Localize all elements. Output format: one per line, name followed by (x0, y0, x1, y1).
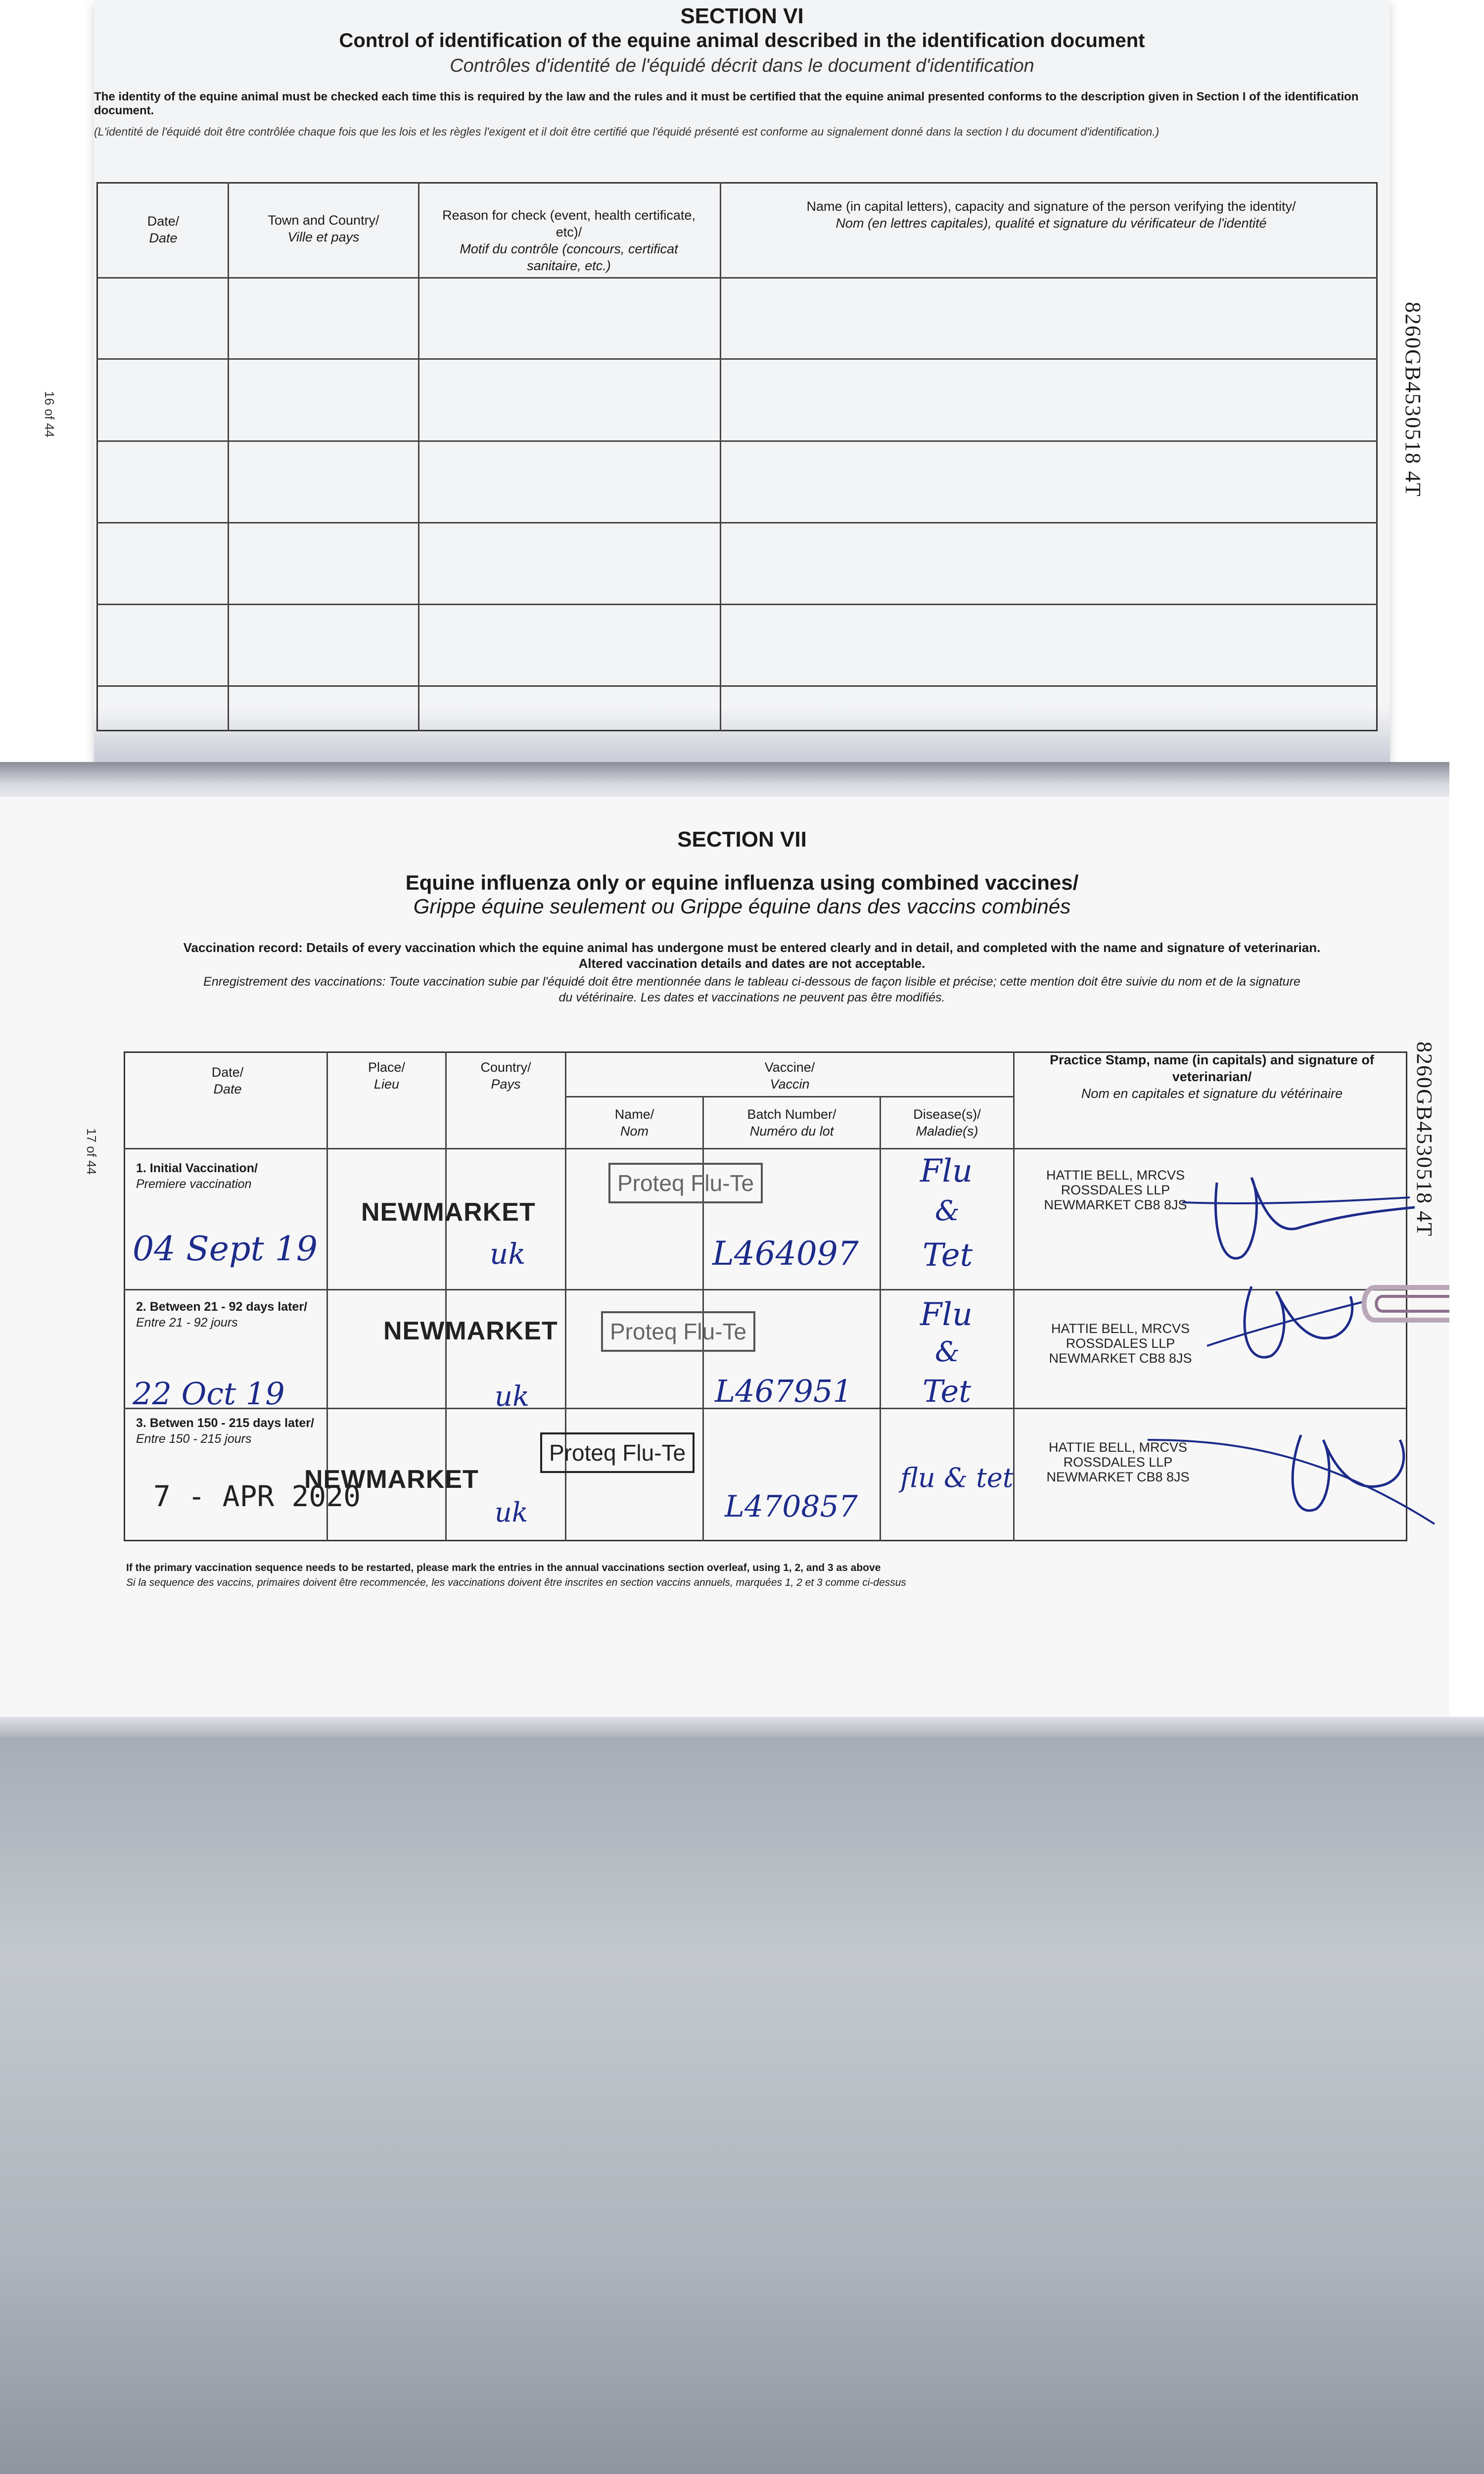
section-vi-title: Control of identification of the equine animal described in the identification document (339, 30, 1145, 51)
col-verifier-header: Name (in capital letters), capacity and signature of the person verifying the identity/ Nom (en lettres capitales), qualité et signature du vérificateur de l'identité (806, 199, 1296, 231)
row-3-country: uk (495, 1497, 528, 1528)
section-vii-heading: SECTION VII (677, 827, 807, 852)
row-1-country: uk (490, 1237, 526, 1271)
row-3-place: NEWMARKET (304, 1465, 479, 1494)
row-1-place: NEWMARKET (361, 1198, 536, 1227)
vacc-col-date-header: Date/ Date (211, 1065, 244, 1096)
section-vii-intro-fr-2: du vétérinaire. Les dates et vaccinations ne peuvent pas être modifiés. (558, 991, 945, 1004)
row-2-label: 2. Between 21 - 92 days later/ Entre 21 - 92 jours (136, 1300, 308, 1330)
row-3-batch: L470857 (725, 1489, 858, 1524)
row-2-date: 22 Oct 19 (133, 1376, 285, 1412)
section-vi-page (94, 0, 1390, 762)
identity-check-table (96, 182, 1378, 731)
row-1-date: 04 Sept 19 (133, 1230, 318, 1269)
row-2-disease-tet: Tet (923, 1373, 972, 1409)
row-3-disease: flu & tet (900, 1462, 1014, 1493)
section-vii-title: Equine influenza only or equine influenza using combined vaccines/ (405, 871, 1079, 894)
page-number-17: 17 of 44 (84, 1128, 99, 1175)
row-3-date: 7 - APR 2020 (153, 1479, 361, 1513)
row-2-vaccine: Proteq Flu-Te (601, 1311, 755, 1352)
paper-clip (1355, 1282, 1449, 1326)
vacc-col-name-header: Name/ Nom (614, 1107, 654, 1139)
row-2-disease: Flu (920, 1296, 973, 1333)
row-1-vet-signature (1177, 1168, 1435, 1282)
row-2-place: NEWMARKET (383, 1317, 558, 1345)
row-3-vaccine: Proteq Flu-Te (540, 1432, 695, 1473)
vacc-col-country-header: Country/ Pays (480, 1060, 531, 1092)
row-2-country: uk (495, 1380, 529, 1413)
vaccination-footnote: If the primary vaccination sequence needs to be restarted, please mark the entries in the annual vaccinations section overleaf, using 1, 2, and 3 as above (126, 1562, 881, 1573)
row-1-label: 1. Initial Vaccination/ Premiere vaccination (136, 1161, 258, 1191)
vacc-col-stamp-header: Practice Stamp, name (in capitals) and signature of veterinarian/ Nom en capitales et signature du vétérinaire (1050, 1052, 1374, 1101)
col-date-header: Date/ Date (147, 214, 180, 245)
section-vi-heading: SECTION VI (680, 4, 804, 28)
row-3-vet-signature (1138, 1425, 1444, 1534)
vacc-col-vaccine-header: Vaccine/ Vaccin (764, 1060, 815, 1092)
section-vii-intro: Vaccination record: Details of every vaccination which the equine animal has undergone must be entered clearly and in detail, and completed with the name and signature of veterinarian. (183, 940, 1321, 955)
section-vii-title-fr: Grippe équine seulement ou Grippe équine dans des vaccins combinés (413, 895, 1071, 918)
col-reason-header: Reason for check (event, health certificate, etc)/ Motif du contrôle (concours, certificat sanitaire, etc.) (442, 208, 696, 273)
vaccination-footnote-fr: Si la sequence des vaccins, primaires doivent être recommencée, les vaccinations doivent être inscrites en section vaccins annuels, marquées 1, 2 et 3 comme ci-dessus (126, 1577, 906, 1588)
document-code-bottom: 8260GB4530518 4T (1412, 1042, 1437, 1237)
section-vii-intro-fr: Enregistrement des vaccinations: Toute vaccination subie par l'équidé doit être mentionnée dans le tableau ci-dessous de façon lisible et précise; cette mention doit être suivie du nom et de la signature (203, 975, 1300, 989)
col-town-header: Town and Country/ Ville et pays (268, 213, 379, 244)
section-vi-intro: The identity of the equine animal must be checked each time this is required by the law and the rules and it must be certified that the equine animal presented conforms to the description given in Section I of the identification document. (94, 90, 1359, 117)
row-1-batch: L464097 (712, 1235, 859, 1273)
section-vii-intro-2: Altered vaccination details and dates are not acceptable. (578, 956, 926, 971)
page-number-16: 16 of 44 (42, 391, 57, 437)
document-code-top: 8260GB4530518 4T (1401, 302, 1425, 497)
row-1-disease-tet: Tet (923, 1237, 973, 1274)
section-vi-intro-fr: (L'identité de l'équidé doit être contrôlée chaque fois que les lois et les règles l'exigent et il doit être certifié que l'équidé présenté est conforme au signalement donné dans la section I du document d'identification.) (94, 125, 1159, 138)
row-1-vaccine: Proteq Flu-Te (608, 1163, 763, 1203)
row-2-vet-stamp: HATTIE BELL, MRCVS ROSSDALES LLP NEWMARKET CB8 8JS (1049, 1321, 1192, 1366)
vacc-col-disease-header: Disease(s)/ Maladie(s) (913, 1107, 981, 1139)
row-1-disease-and: & (935, 1195, 960, 1227)
scanner-background (0, 1737, 1484, 2474)
row-3-vet-stamp: HATTIE BELL, MRCVS ROSSDALES LLP NEWMARKET CB8 8JS (1046, 1440, 1190, 1484)
section-vi-title-fr: Contrôles d'identité de l'équidé décrit dans le document d'identification (450, 55, 1034, 76)
row-1-vet-stamp: HATTIE BELL, MRCVS ROSSDALES LLP NEWMARKET CB8 8JS (1044, 1168, 1187, 1212)
row-3-label: 3. Betwen 150 - 215 days later/ Entre 150 - 215 jours (136, 1416, 314, 1446)
row-2-disease-and: & (935, 1336, 960, 1368)
row-2-batch: L467951 (715, 1373, 852, 1409)
row-1-disease: Flu (920, 1153, 973, 1189)
vacc-col-batch-header: Batch Number/ Numéro du lot (747, 1107, 836, 1139)
vacc-col-place-header: Place/ Lieu (368, 1060, 406, 1092)
